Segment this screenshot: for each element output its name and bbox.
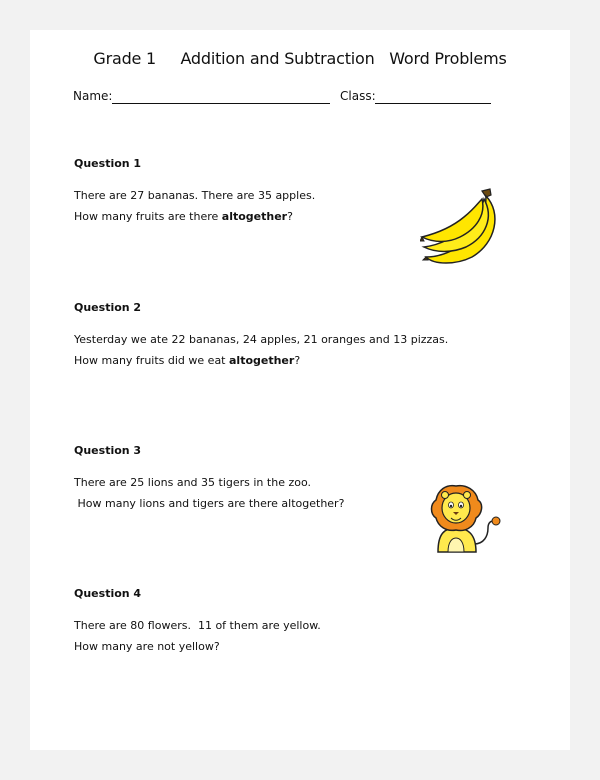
name-label: Name: <box>73 89 113 103</box>
question-3-line2: How many lions and tigers are there altogether? <box>74 497 345 510</box>
question-2-text <box>74 329 448 371</box>
question-4-heading: Question 4 <box>74 587 142 600</box>
question-1-line2-start: How many fruits are there <box>74 210 222 223</box>
question-4-line1: There are 80 flowers. 11 of them are yellow. <box>74 619 321 632</box>
question-2-line1: Yesterday we ate 22 bananas, 24 apples, 21 oranges and 13 pizzas. <box>74 333 449 346</box>
lion-illustration <box>426 482 506 554</box>
question-4-text <box>74 615 321 657</box>
question-3-text <box>74 472 344 514</box>
question-2-heading: Question 2 <box>74 301 142 314</box>
question-2-line2-start: How many fruits did we eat <box>74 354 229 367</box>
class-blank-line <box>375 103 491 104</box>
question-1-heading: Question 1 <box>74 157 142 170</box>
question-1-text <box>74 185 315 227</box>
question-2-keyword: altogether <box>229 354 295 367</box>
class-label: Class: <box>340 89 376 103</box>
question-4-line2: How many are not yellow? <box>74 640 220 653</box>
question-3-heading: Question 3 <box>74 444 142 457</box>
worksheet-title: Grade 1 Addition and Subtraction Word Problems <box>93 49 507 68</box>
banana-illustration <box>420 185 502 267</box>
name-blank-line <box>112 103 330 104</box>
question-1-keyword: altogether <box>221 210 288 223</box>
worksheet-page <box>30 30 570 750</box>
question-2-line2-end: ? <box>294 354 301 367</box>
question-1-line1: There are 27 bananas. There are 35 apples. <box>74 189 316 202</box>
question-1-line2-end: ? <box>287 210 293 223</box>
question-3-line1: There are 25 lions and 35 tigers in the zoo. <box>74 476 311 489</box>
